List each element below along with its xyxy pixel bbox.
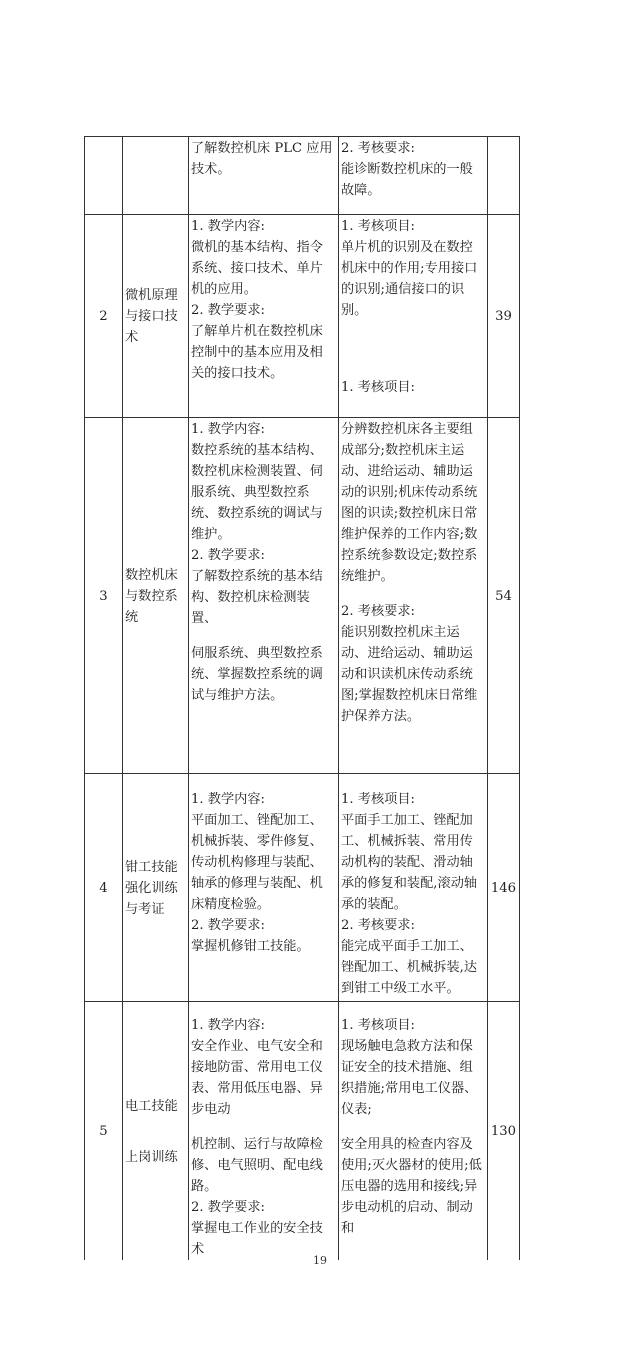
course-assessment: 1. 考核项目: 现场触电急救方法和保证安全的技术措施、组织措施;常用电工仪器、仪表; 安全用具的检查内容及使用;灭火器材的使用;低压电器的选用和接线;异步电动机的启动、制动和 [339, 1002, 488, 1261]
course-content: 1. 教学内容: 微机的基本结构、指令系统、接口技术、单片机的应用。 2. 教学要求: 了解单片机在数控机床控制中的基本应用及相关的接口技术。 [189, 215, 339, 418]
course-hours [488, 137, 520, 215]
course-assessment: 1. 考核项目: 平面手工加工、锉配加工、机械拆装、常用传动机构的装配、滑动轴承的修复和装配,滚动轴承的装配。 2. 考核要求: 能完成平面手工加工、锉配加工、机械拆装,达到钳工中级工水平。 [339, 774, 488, 1002]
course-hours: 54 [488, 418, 520, 774]
course-number: 4 [85, 774, 123, 1002]
course-number [85, 137, 123, 215]
course-name: 电工技能 上岗训练 [123, 1002, 189, 1261]
course-content: 1. 教学内容: 安全作业、电气安全和接地防雷、常用电工仪表、常用低压电器、异步电动 机控制、运行与故障检修、电气照明、配电线路。 2. 教学要求: 掌握电工作业的安全技术 [189, 1002, 339, 1261]
table-row [85, 418, 520, 774]
course-name: 钳工技能强化训练与考证 [123, 774, 189, 1002]
course-hours: 39 [488, 215, 520, 418]
course-number: 2 [85, 215, 123, 418]
course-name: 微机原理与接口技术 [123, 215, 189, 418]
course-content: 1. 教学内容: 平面加工、锉配加工、机械拆装、零件修复、传动机构修理与装配、轴承的修理与装配、机床精度检验。 2. 教学要求: 掌握机修钳工技能。 [189, 774, 339, 1002]
course-assessment: 1. 考核项目: 单片机的识别及在数控机床中的作用;专用接口的识别;通信接口的识别。 1. 考核项目: [339, 215, 488, 418]
table-row [85, 137, 520, 215]
page-number: 19 [313, 1254, 327, 1267]
course-hours: 130 [488, 1002, 520, 1261]
table-row [85, 1002, 520, 1261]
course-content: 1. 教学内容: 数控系统的基本结构、数控机床检测装置、伺服系统、典型数控系统、数控系统的调试与维护。 2. 教学要求: 了解数控系统的基本结构、数控机床检测装置、 伺服系统、典型数控系统、掌握数控系统的调试与维护方法。 [189, 418, 339, 774]
course-name [123, 137, 189, 215]
course-number: 5 [85, 1002, 123, 1261]
course-name: 数控机床与数控系统 [123, 418, 189, 774]
course-assessment: 分辨数控机床各主要组成部分;数控机床主运动、进给运动、辅助运动的识别;机床传动系统图的识读;数控机床日常维护保养的工作内容;数控系统参数设定;数控系统维护。 2. 考核要求: 能识别数控机床主运动、进给运动、辅助运动和识读机床传动系统图;掌握数控机床日常维护保养方法。 [339, 418, 488, 774]
course-content: 了解数控机床 PLC 应用技术。 [189, 137, 339, 215]
syllabus-table [84, 136, 520, 1260]
table-row [85, 215, 520, 418]
table-row [85, 774, 520, 1002]
course-assessment: 2. 考核要求: 能诊断数控机床的一般故障。 [339, 137, 488, 215]
course-hours: 146 [488, 774, 520, 1002]
course-number: 3 [85, 418, 123, 774]
